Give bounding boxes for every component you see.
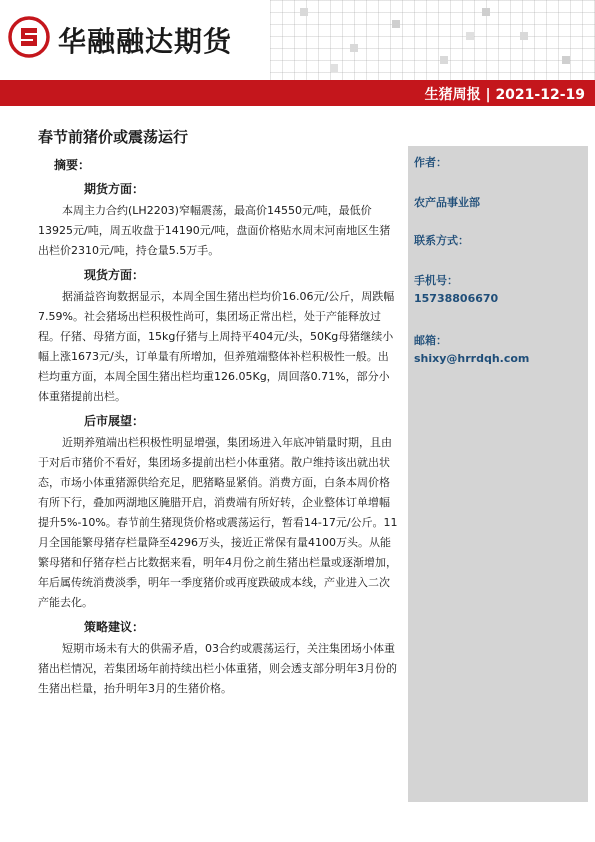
author-department: 农产品事业部 bbox=[414, 196, 480, 209]
author-sidebar bbox=[408, 146, 588, 802]
report-header bbox=[0, 0, 595, 80]
author-label: 作者： bbox=[414, 156, 447, 169]
section-paragraph-futures: 本周主力合约(LH2203)窄幅震荡，最高价14550元/吨，最低价13925元/吨，周五收盘于14190元/吨，盘面价格贴水周末河南地区生猪出栏价2310元/吨，持仓量5.5万手。 bbox=[38, 204, 391, 257]
company-logo-icon bbox=[8, 16, 50, 58]
section-paragraph-spot: 据涌益咨询数据显示，本周全国生猪出栏均价16.06元/公斤，周跌幅7.59%。社会猪场出栏积极性尚可，集团场正常出栏，处于产能释放过程。仔猪、母猪方面，15kg仔猪与上周持平404元/头，50Kg母猪继续小幅上涨1673元/头，订单量有所增加，但养殖端整体补栏积极性一般。出栏均重方面，本周全国生猪出栏均重126.05Kg，周回落0.71%，部分小体重猪提前出栏。 bbox=[38, 290, 395, 403]
email-address: shixy@hrrdqh.com bbox=[414, 352, 530, 365]
section-heading-futures: 期货方面： bbox=[84, 182, 145, 196]
grid-dots-decoration bbox=[270, 0, 595, 80]
report-type-date: 生猪周报 | 2021-12-19 bbox=[424, 87, 585, 103]
contact-label: 联系方式： bbox=[414, 234, 469, 247]
brand-name: 华融融达期货 bbox=[58, 25, 233, 58]
section-paragraph-strategy: 短期市场未有大的供需矛盾，03合约或震荡运行，关注集团场小体重猪出栏情况，若集团场年前持续出栏小体重猪，则会透支部分明年3月份的生猪出栏量，抬升明年3月的生猪价格。 bbox=[38, 642, 397, 695]
section-paragraph-outlook: 近期养殖端出栏积极性明显增强，集团场进入年底冲销量时期，且由于对后市猪价不看好，集团场多提前出栏小体重猪。散户维持该出就出状态，市场小体重猪源供给充足，肥猪略显紧俏。消费方面，白条本周价格有所下行，叠加两湖地区腌腊开启，消费端有所好转，企业整体订单增幅提升5%-10%。春节前生猪现货价格或震荡运行，暂看14-17元/公斤。11月全国能繁母猪存栏量降至4296万头，接近正常保有量4100万头。从能繁母猪和仔猪存栏占比数据来看，明年4月份之前生猪出栏量或逐渐增加，年后属传统消费淡季，明年一季度猪价或再度跌破成本线，产业进入二次产能去化。 bbox=[38, 436, 398, 609]
report-title: 春节前猪价或震荡运行 bbox=[38, 128, 189, 146]
report-body bbox=[38, 155, 398, 699]
abstract-label: 摘要： bbox=[54, 158, 91, 172]
phone-label: 手机号： bbox=[414, 274, 458, 287]
phone-number: 15738806670 bbox=[414, 292, 499, 305]
section-heading-outlook: 后市展望： bbox=[84, 414, 145, 428]
email-label: 邮箱： bbox=[414, 334, 447, 347]
section-heading-strategy: 策略建议： bbox=[84, 620, 145, 634]
section-heading-spot: 现货方面： bbox=[84, 268, 145, 282]
